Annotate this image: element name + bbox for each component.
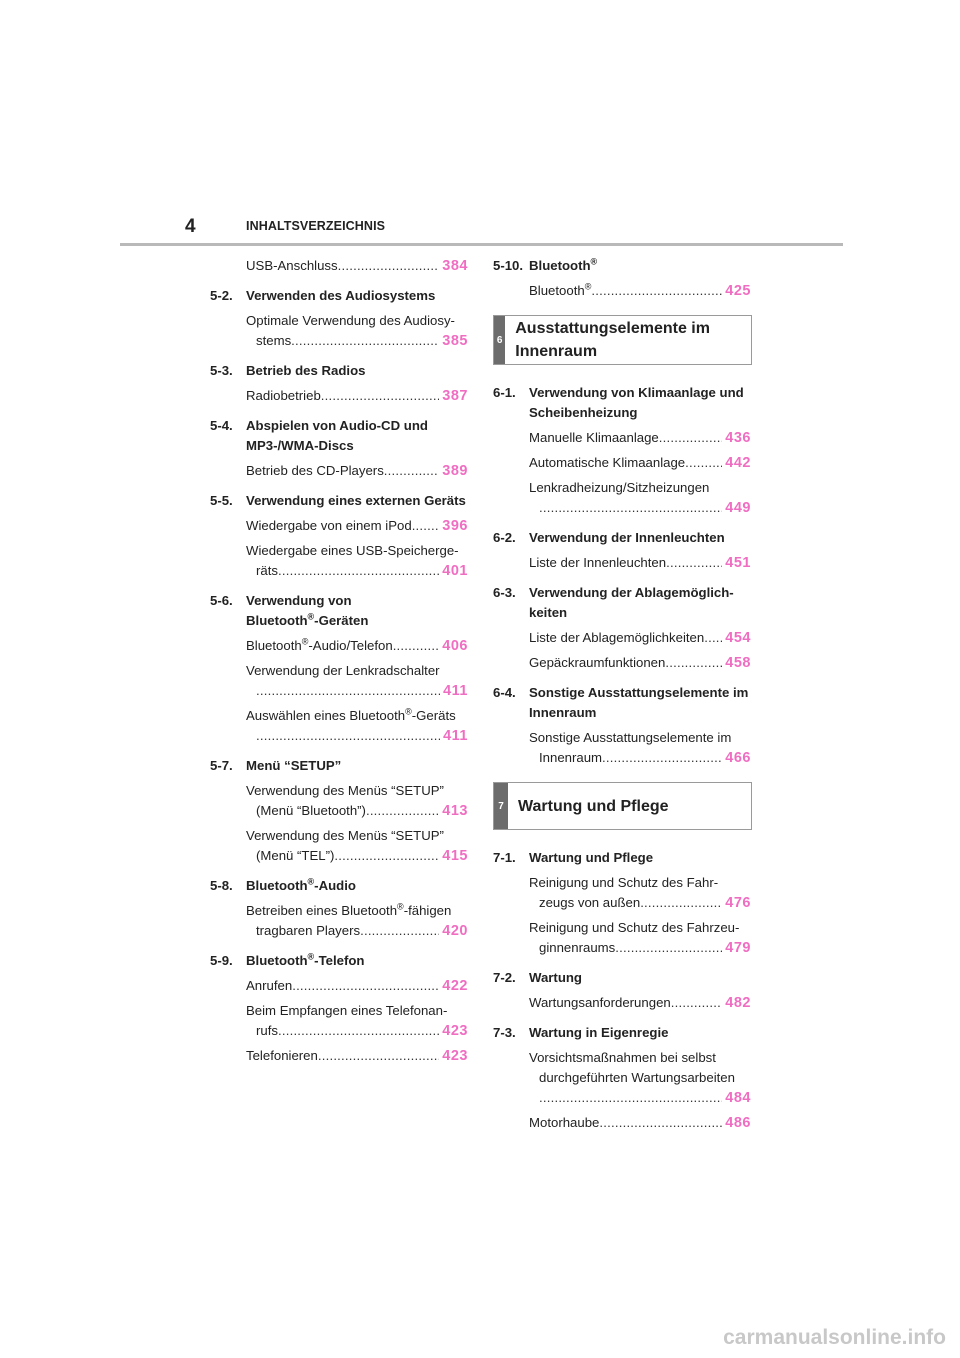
- toc-entry[interactable]: [493, 918, 751, 958]
- section-number: 7-3.: [493, 1025, 516, 1040]
- dot-leader: [412, 516, 440, 536]
- section-title: [529, 1023, 751, 1043]
- toc-section[interactable]: [210, 361, 468, 381]
- entry-first-line-text: Wiedergabe eines USB-Speicherge-: [246, 543, 459, 558]
- dot-leader: [599, 1113, 722, 1133]
- section-title: [529, 683, 751, 723]
- entry-first-line-text-rest: -Geräts: [411, 708, 456, 723]
- page-link[interactable]: 482: [725, 995, 751, 1011]
- section-title-text: Menü “SETUP”: [246, 758, 342, 773]
- section-heading[interactable]: [210, 876, 468, 896]
- page-link[interactable]: 420: [442, 923, 468, 939]
- entry-last-line: [529, 993, 751, 1013]
- section-number: 5-2.: [210, 288, 233, 303]
- entry-title-text: (Menü “Bluetooth”): [256, 803, 366, 818]
- section-title-text: Wartung und Pflege: [529, 850, 654, 865]
- entry-last-line: [529, 938, 751, 958]
- toc-entry[interactable]: [493, 993, 751, 1013]
- entry-first-line-text: Auswählen eines Bluetooth: [246, 708, 406, 723]
- entry-title-text: rufs: [256, 1023, 278, 1038]
- entry-title-text: Wiedergabe von einem iPod: [246, 518, 412, 533]
- section-heading[interactable]: [493, 528, 751, 548]
- entry-first-line-text: Verwendung des Menüs “SETUP”: [246, 828, 444, 843]
- section-title: [246, 416, 468, 456]
- entry-text: [539, 748, 602, 768]
- dot-leader: [278, 561, 439, 581]
- page-link[interactable]: 423: [442, 1023, 468, 1039]
- entry-first-line-text: Beim Empfangen eines Telefonan-: [246, 1003, 448, 1018]
- entry-first-line-text: Reinigung und Schutz des Fahr-: [529, 875, 719, 890]
- section-number: 5-7.: [210, 758, 233, 773]
- entry-last-line: [246, 1046, 468, 1066]
- toc-section[interactable]: [493, 583, 751, 623]
- section-title-text: Betrieb des Radios: [246, 363, 366, 378]
- toc-entry[interactable]: [493, 1113, 751, 1133]
- toc-section[interactable]: [210, 756, 468, 776]
- section-title: [246, 756, 468, 776]
- entry-first-line: [246, 706, 468, 726]
- chapter-box[interactable]: [493, 782, 752, 830]
- section-title: [529, 528, 751, 548]
- entry-first-line: [246, 826, 468, 846]
- dot-leader: [321, 386, 440, 406]
- entry-last-line: [246, 801, 468, 821]
- header-rule: [120, 243, 843, 246]
- entry-last-line: [246, 681, 468, 701]
- entry-title-text: Automatische Klimaanlage: [529, 455, 686, 470]
- toc-section[interactable]: [493, 528, 751, 548]
- page-link[interactable]: 476: [725, 895, 751, 911]
- page-link[interactable]: 411: [443, 728, 468, 744]
- page-link[interactable]: 415: [442, 848, 468, 864]
- entry-last-line: [529, 893, 751, 913]
- entry-last-line: [246, 636, 468, 656]
- dot-leader: [291, 331, 439, 351]
- toc-section[interactable]: [493, 968, 751, 988]
- dot-leader: [384, 461, 440, 481]
- toc-entry[interactable]: [493, 453, 751, 473]
- toc-entry[interactable]: [210, 636, 468, 656]
- page-link[interactable]: 406: [442, 638, 468, 654]
- entry-last-line: [529, 498, 751, 518]
- toc-entry[interactable]: [493, 478, 751, 518]
- entry-first-line: [246, 781, 468, 801]
- section-title: [246, 286, 468, 306]
- entry-title-text: Betrieb des CD-Players: [246, 463, 384, 478]
- dot-leader: [665, 653, 722, 673]
- entry-title-text: Wartungsanforderungen: [529, 995, 671, 1010]
- section-heading[interactable]: [210, 756, 468, 776]
- section-heading[interactable]: [210, 491, 468, 511]
- entry-first-line-text: Sonstige Ausstattungselemente im: [529, 730, 732, 745]
- page-link[interactable]: 423: [442, 1048, 468, 1064]
- dot-leader: [615, 938, 722, 958]
- dot-leader: [318, 1046, 439, 1066]
- section-heading[interactable]: [210, 951, 468, 971]
- footer-watermark: carmanualsonline.info: [723, 1326, 946, 1349]
- dot-leader: [338, 256, 440, 276]
- page-number: 4: [185, 216, 196, 237]
- toc-section[interactable]: [210, 286, 468, 306]
- entry-first-line: [246, 311, 468, 331]
- entry-first-line: [246, 1001, 468, 1021]
- entry-text: [529, 553, 666, 573]
- entry-text: [529, 428, 659, 448]
- entry-last-line: [246, 1021, 468, 1041]
- entry-last-line: [529, 748, 751, 768]
- section-title-text-rest: -Audio: [314, 878, 356, 893]
- entry-text: [529, 453, 685, 473]
- toc-entry[interactable]: [210, 386, 468, 406]
- section-title-text-rest: -Telefon: [314, 953, 365, 968]
- entry-first-line: [529, 873, 751, 893]
- registered-mark: ®: [584, 281, 592, 292]
- page-link[interactable]: 411: [443, 683, 468, 699]
- dot-leader: [256, 681, 440, 701]
- entry-text: [246, 461, 384, 481]
- page-link[interactable]: 479: [725, 940, 751, 956]
- section-heading[interactable]: [493, 968, 751, 988]
- entry-last-line: [529, 553, 751, 573]
- entry-first-line: [529, 478, 751, 498]
- entry-first-line: [246, 541, 468, 561]
- section-number: 6-4.: [493, 685, 516, 700]
- toc-entry[interactable]: [210, 661, 468, 701]
- section-title-text: Verwendung der Ablagemöglich-keiten: [529, 585, 734, 620]
- section-number: 5-6.: [210, 593, 233, 608]
- entry-last-line: [529, 1113, 751, 1133]
- section-heading[interactable]: [493, 848, 751, 868]
- section-title-text: Bluetooth: [529, 258, 591, 273]
- entry-text: [539, 893, 640, 913]
- toc-entry[interactable]: [210, 461, 468, 481]
- toc-section[interactable]: [210, 491, 468, 511]
- section-title: [246, 591, 468, 631]
- page-link[interactable]: 401: [442, 563, 468, 579]
- dot-leader: [539, 498, 722, 518]
- entry-first-line: [246, 661, 468, 681]
- registered-mark: ®: [301, 636, 309, 647]
- entry-first-line-text: Betreiben eines Bluetooth: [246, 903, 398, 918]
- dot-leader: [685, 453, 722, 473]
- section-title: [246, 951, 468, 971]
- entry-first-line-text-rest: -fähigen: [403, 903, 452, 918]
- toc-section[interactable]: [210, 951, 468, 971]
- section-title-text: Sonstige Ausstattungselemente im Innenraum: [529, 685, 749, 720]
- entry-middle-line: durchgeführten Wartungsarbeiten: [539, 1070, 735, 1085]
- toc-entry[interactable]: [493, 728, 751, 768]
- chapter-title: Ausstattungselemente im Innenraum: [515, 320, 710, 360]
- section-number: 6-2.: [493, 530, 516, 545]
- entry-text: [256, 921, 360, 941]
- toc-entry[interactable]: [493, 1048, 751, 1108]
- section-number: 5-4.: [210, 418, 233, 433]
- entry-text: [246, 386, 321, 406]
- entry-first-line: [529, 918, 751, 938]
- entry-title-text: Radiobetrieb: [246, 388, 321, 403]
- page-link[interactable]: 466: [725, 750, 751, 766]
- section-title-text: Bluetooth: [246, 878, 308, 893]
- entry-first-line-text: Vorsichtsmaßnahmen bei selbst: [529, 1050, 716, 1065]
- section-number: 5-8.: [210, 878, 233, 893]
- section-title-text: Verwendung von Klimaanlage und Scheibenheizung: [529, 385, 744, 420]
- section-heading[interactable]: [210, 416, 468, 456]
- registered-mark: ®: [307, 611, 315, 622]
- entry-first-line: [246, 901, 468, 921]
- toc-entry[interactable]: [210, 256, 468, 276]
- toc-right-column: [493, 256, 751, 1133]
- toc-left-column: [210, 256, 468, 1066]
- entry-last-line: [246, 256, 468, 276]
- entry-text: [246, 1046, 318, 1066]
- dot-leader: [666, 553, 722, 573]
- page-link[interactable]: 425: [725, 283, 751, 299]
- section-number: 6-1.: [493, 385, 516, 400]
- entry-text: [246, 516, 412, 536]
- toc-entry[interactable]: [210, 901, 468, 941]
- toc-section[interactable]: [210, 591, 468, 631]
- entry-text: [529, 628, 704, 648]
- page-link[interactable]: 413: [442, 803, 468, 819]
- toc-entry[interactable]: [493, 628, 751, 648]
- section-number: 5-5.: [210, 493, 233, 508]
- entry-first-line-text: Verwendung der Lenkradschalter: [246, 663, 440, 678]
- section-title: [529, 583, 751, 623]
- entry-text: [529, 1113, 599, 1133]
- dot-leader: [659, 428, 723, 448]
- section-number: 5-10.: [493, 258, 524, 273]
- toc-entry[interactable]: [210, 976, 468, 996]
- entry-text: [529, 993, 671, 1013]
- section-title: [529, 848, 751, 868]
- registered-mark: ®: [590, 256, 598, 267]
- section-heading[interactable]: [493, 683, 751, 723]
- entry-first-line: [529, 728, 751, 748]
- entry-title-text: räts: [256, 563, 278, 578]
- dot-leader: [278, 1021, 439, 1041]
- toc-section[interactable]: [493, 383, 751, 423]
- entry-first-line-text: Optimale Verwendung des Audiosy-: [246, 313, 455, 328]
- dot-leader: [671, 993, 723, 1013]
- toc-entry[interactable]: [210, 781, 468, 821]
- section-title-text: Wartung: [529, 970, 582, 985]
- section-title-text: Verwendung von: [246, 593, 352, 608]
- section-title-line2-text: Bluetooth: [246, 613, 308, 628]
- registered-mark: ®: [405, 706, 412, 717]
- page-link[interactable]: 422: [442, 978, 468, 994]
- entry-text: [529, 653, 665, 673]
- section-heading[interactable]: [210, 591, 468, 631]
- dot-leader: [591, 281, 722, 301]
- entry-last-line: [529, 281, 751, 301]
- chapter-box[interactable]: [493, 315, 752, 365]
- entry-last-line: [246, 561, 468, 581]
- entry-last-line: [246, 331, 468, 351]
- dot-leader: [602, 748, 722, 768]
- dot-leader: [292, 976, 439, 996]
- toc-entry[interactable]: [493, 428, 751, 448]
- entry-last-line: [246, 921, 468, 941]
- dot-leader: [393, 636, 440, 656]
- chapter-title: Wartung und Pflege: [518, 797, 669, 815]
- entry-last-line: [246, 461, 468, 481]
- section-heading[interactable]: [210, 361, 468, 381]
- toc-entry[interactable]: [210, 311, 468, 351]
- entry-last-line: [529, 1088, 751, 1108]
- entry-first-line-text: Lenkradheizung/Sitzheizungen: [529, 480, 710, 495]
- dot-leader: [640, 893, 722, 913]
- entry-title-text: Anrufen: [246, 978, 293, 993]
- entry-text: [256, 331, 291, 351]
- toc-entry[interactable]: [493, 281, 751, 301]
- section-number: 5-3.: [210, 363, 233, 378]
- dot-leader: [704, 628, 722, 648]
- entry-title-text: Motorhaube: [529, 1115, 600, 1130]
- entry-text: [246, 256, 338, 276]
- registered-mark: ®: [307, 951, 315, 962]
- page-link[interactable]: 442: [725, 455, 751, 471]
- entry-last-line: [529, 428, 751, 448]
- toc-section[interactable]: [493, 848, 751, 868]
- section-title: [246, 876, 468, 896]
- entry-title-text: Gepäckraumfunktionen: [529, 655, 666, 670]
- section-number: 6-3.: [493, 585, 516, 600]
- dot-leader: [539, 1088, 722, 1108]
- section-heading[interactable]: [493, 583, 751, 623]
- entry-text: [246, 976, 292, 996]
- section-heading[interactable]: [493, 256, 751, 276]
- entry-text: [246, 636, 393, 656]
- entry-title-text: Liste der Innenleuchten: [529, 555, 667, 570]
- entry-last-line: [529, 653, 751, 673]
- entry-title-text-rest: -Audio/Telefon: [308, 638, 393, 653]
- toc-section[interactable]: [493, 1023, 751, 1043]
- entry-last-line: [246, 846, 468, 866]
- entry-text: [256, 561, 278, 581]
- page-link[interactable]: 384: [442, 258, 468, 274]
- registered-mark: ®: [397, 901, 404, 912]
- entry-last-line: [246, 726, 468, 746]
- entry-title-text: Manuelle Klimaanlage: [529, 430, 659, 445]
- entry-text: [539, 938, 615, 958]
- entry-text: [256, 1021, 278, 1041]
- dot-leader: [256, 726, 440, 746]
- entry-last-line: [529, 628, 751, 648]
- entry-title-text: Telefonieren: [246, 1048, 318, 1063]
- section-title: [529, 968, 751, 988]
- chapter-tab-number: 6: [494, 316, 505, 364]
- section-heading[interactable]: [493, 383, 751, 423]
- entry-first-line: [529, 1048, 751, 1068]
- section-heading[interactable]: [493, 1023, 751, 1043]
- entry-title-text: ginnenraums: [539, 940, 616, 955]
- section-title-text: Bluetooth: [246, 953, 308, 968]
- entry-last-line: [246, 976, 468, 996]
- page-link[interactable]: 396: [442, 518, 468, 534]
- page-link[interactable]: 389: [442, 463, 468, 479]
- section-title: [246, 491, 468, 511]
- toc-entry[interactable]: [210, 1046, 468, 1066]
- entry-title-text: (Menü “TEL”): [256, 848, 335, 863]
- section-title-text: Verwenden des Audiosystems: [246, 288, 436, 303]
- section-title-text: Verwendung der Innenleuchten: [529, 530, 725, 545]
- entry-title-text: USB-Anschluss: [246, 258, 338, 273]
- page-link[interactable]: 385: [442, 333, 468, 349]
- chapter-tab-number: 7: [494, 783, 508, 829]
- page-link[interactable]: 436: [725, 430, 751, 446]
- page-link[interactable]: 449: [725, 500, 751, 516]
- page-link[interactable]: 387: [442, 388, 468, 404]
- entry-last-line: [529, 453, 751, 473]
- entry-first-line-text: Verwendung des Menüs “SETUP”: [246, 783, 444, 798]
- toc-entry[interactable]: [210, 826, 468, 866]
- entry-text: [256, 801, 366, 821]
- section-number: 7-1.: [493, 850, 516, 865]
- section-title: [529, 256, 751, 276]
- page-link[interactable]: 458: [725, 655, 751, 671]
- toc-entry[interactable]: [210, 1001, 468, 1041]
- page-header-title: INHALTSVERZEICHNIS: [246, 219, 386, 233]
- entry-text: [256, 846, 334, 866]
- toc-section[interactable]: [493, 256, 751, 276]
- toc-section[interactable]: [210, 876, 468, 896]
- entry-title-text: Liste der Ablagemöglichkeiten: [529, 630, 705, 645]
- entry-title-text: tragbaren Players: [256, 923, 361, 938]
- entry-last-line: [246, 386, 468, 406]
- section-title-text: Wartung in Eigenregie: [529, 1025, 669, 1040]
- entry-title-text: Innenraum: [539, 750, 603, 765]
- page-link[interactable]: 451: [725, 555, 751, 571]
- toc-entry[interactable]: [210, 706, 468, 746]
- section-title: [529, 383, 751, 423]
- page-link[interactable]: 484: [725, 1090, 751, 1106]
- page-link[interactable]: 486: [725, 1115, 751, 1131]
- page-link[interactable]: 454: [725, 630, 751, 646]
- toc-section[interactable]: [210, 416, 468, 456]
- section-title-text: Abspielen von Audio-CD und MP3-/WMA-Discs: [246, 418, 428, 453]
- dot-leader: [334, 846, 439, 866]
- section-number: 5-9.: [210, 953, 233, 968]
- entry-last-line: [246, 516, 468, 536]
- entry-title-text: Bluetooth: [529, 283, 585, 298]
- section-heading[interactable]: [210, 286, 468, 306]
- entry-first-line-text: Reinigung und Schutz des Fahrzeu-: [529, 920, 740, 935]
- entry-text: [529, 281, 591, 301]
- toc-entry[interactable]: [210, 541, 468, 581]
- entry-title-text: Bluetooth: [246, 638, 302, 653]
- dot-leader: [366, 801, 439, 821]
- toc-entry[interactable]: [210, 516, 468, 536]
- toc-section[interactable]: [493, 683, 751, 723]
- toc-entry[interactable]: [493, 553, 751, 573]
- section-title: [246, 361, 468, 381]
- toc-entry[interactable]: [493, 873, 751, 913]
- section-title-line2-text-rest: -Geräten: [314, 613, 369, 628]
- dot-leader: [360, 921, 439, 941]
- registered-mark: ®: [307, 876, 315, 887]
- entry-title-text: zeugs von außen: [539, 895, 641, 910]
- section-number: 7-2.: [493, 970, 516, 985]
- entry-title-text: stems: [256, 333, 292, 348]
- toc-entry[interactable]: [493, 653, 751, 673]
- section-title-text: Verwendung eines externen Geräts: [246, 493, 466, 508]
